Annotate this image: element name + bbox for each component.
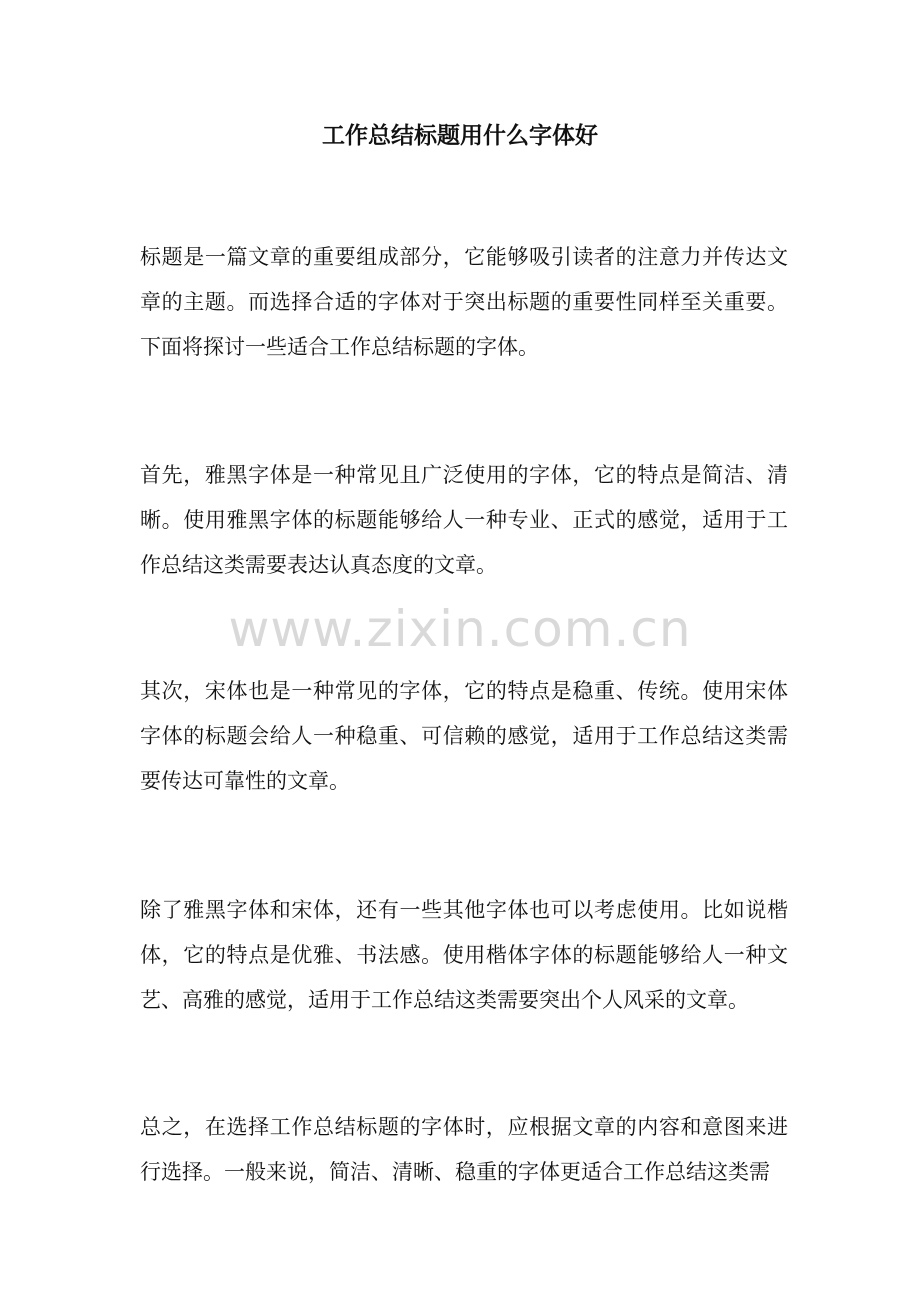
watermark: www.zixin.com.cn	[228, 600, 692, 658]
page-title: 工作总结标题用什么字体好	[322, 122, 598, 149]
paragraph-songti: 其次，宋体也是一种常见的字体，它的特点是稳重、传统。使用宋体字体的标题会给人一种稳重、可信赖的感觉，适用于工作总结这类需要传达可靠性的文章。	[140, 679, 788, 793]
paragraph-intro: 标题是一篇文章的重要组成部分，它能够吸引读者的注意力并传达文章的主题。而选择合适的字体对于突出标题的重要性同样至关重要。下面将探讨一些适合工作总结标题的字体。	[140, 245, 788, 359]
paragraph-kaiti: 除了雅黑字体和宋体，还有一些其他字体也可以考虑使用。比如说楷体，它的特点是优雅、书法感。使用楷体字体的标题能够给人一种文艺、高雅的感觉，适用于工作总结这类需要突出个人风采的文章。	[140, 898, 788, 1012]
paragraph-yahei: 首先，雅黑字体是一种常见且广泛使用的字体，它的特点是简洁、清晰。使用雅黑字体的标题能够给人一种专业、正式的感觉，适用于工作总结这类需要表达认真态度的文章。	[140, 463, 788, 577]
paragraph-conclusion: 总之，在选择工作总结标题的字体时，应根据文章的内容和意图来进行选择。一般来说，简洁、清晰、稳重的字体更适合工作总结这类需	[140, 1115, 788, 1184]
